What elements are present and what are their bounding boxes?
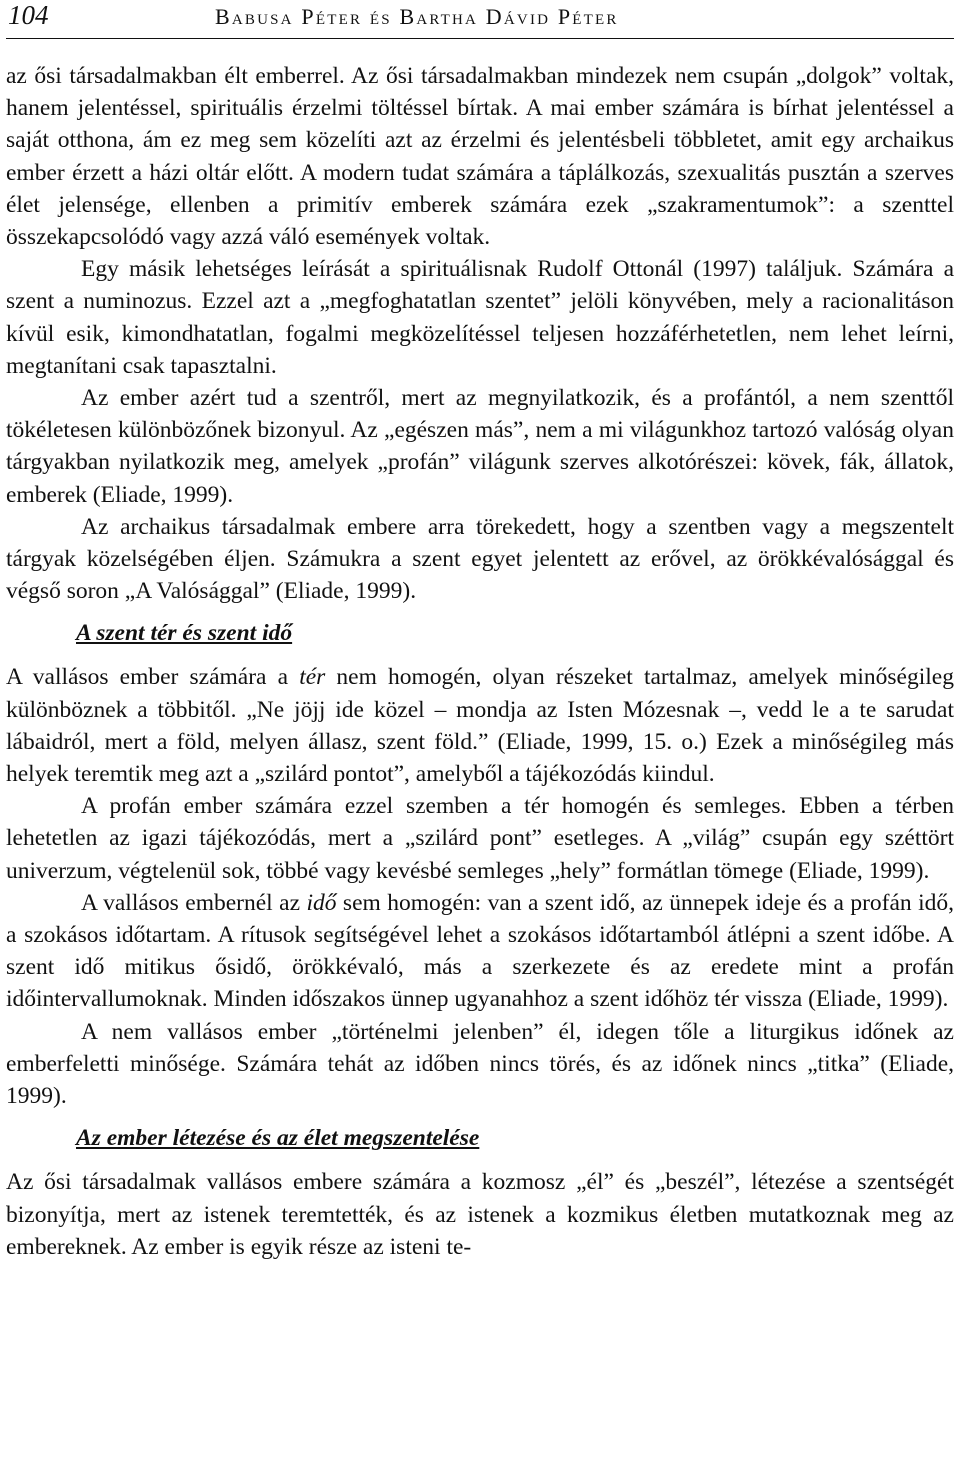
emphasis: idő: [306, 889, 337, 916]
paragraph: A nem vallásos ember „történelmi jelenben” él, idegen tőle a liturgikus időnek az emberfeletti minősége. Számára tehát az időben nincs törés, és az időnek nincs „titka” (Eliade, 1999).: [6, 1018, 954, 1110]
text-run: A vallásos embernél az: [81, 889, 307, 916]
paragraph: Az ősi társadalmak vallásos embere számára a kozmosz „él” és „beszél”, létezése a szentségét bizonyítja, mert az istenek teremtették, és az istenek a kozmikus életben mutatkoznak meg az embereknek. Az ember is egyik része az isteni te-: [6, 1169, 954, 1260]
paragraph: Egy másik lehetséges leírását a spirituálisnak Rudolf Ottonál (1997) találjuk. Számára a szent a numinozus. Ezzel azt a „megfoghatatlan szentet” jelöli könyvében, mely a racionalitáson kívül esik, kimondhatatlan, fogalmi megközelítéssel teljesen hozzáférhetetlen, nem lehet leírni, megtanítani csak tapasztalni.: [6, 256, 954, 379]
text-run: A vallásos ember számára a: [6, 664, 300, 691]
text-run: sem homogén: van a szent idő, az ünnepek ideje és a profán idő, a szokásos időtartam. A rítusok segítségével lehet a szokásos időtartamból átlépni a szent időbe. A szent idő mitikus ősidő, örökkévaló, más a szerkezete és az eredete mint a profán időintervallumoknak. Minden időszakos ünnep ugyanahhoz a szent időhöz tér vissza (Eliade, 1999).: [6, 889, 955, 1013]
paragraph: [6, 661, 954, 790]
header-rule: [6, 38, 954, 39]
page-number: 104: [8, 0, 49, 30]
running-head: Babusa Péter és Bartha Dávid Péter: [215, 4, 619, 29]
paragraph: az ősi társadalmakban élt emberrel. Az ősi társadalmakban mindezek nem csupán „dolgok” voltak, hanem jelentéssel, spirituális érzelmi töltéssel bírtak. A mai ember számára is bírhat jelentéssel a saját otthona, ám ez meg sem közelíti azt az érzelmi és jelentésbeli többletet, amit egy archaikus ember érzett a házi oltár előtt. A modern tudat számára a táplálkozás, szexualitás pusztán a szerves élet jelensége, ellenben a primitív emberek számára ezek „szakramentumok”: a szenttel összekapcsolódó vagy azzá váló események voltak.: [6, 63, 954, 251]
section-heading: A szent tér és szent idő: [76, 620, 293, 647]
paragraph: [6, 887, 954, 1016]
emphasis: tér: [299, 664, 326, 691]
text-run: nem homogén, olyan részeket tartalmaz, amelyek minőségileg különböznek a többitől. „Ne jöjj ide közel – mondja az Isten Mózesnak –, vedd le a te sarudat lábaidról, mert a föld, melyen állasz, szent föld.” (Eliade, 1999, 15. o.) Ezek a minőségileg más helyek teremtik meg azt a „szilárd pontot”, amelyből a tájékozódás kiindul.: [6, 664, 954, 788]
section-heading: Az ember létezése és az élet megszentelése: [76, 1125, 480, 1152]
paragraph: Az ember azért tud a szentről, mert az megnyilatkozik, és a profántól, a nem szenttől tökéletesen különbözőnek bizonyul. Az „egészen más”, nem a mi világunkhoz tartozó valóság olyan tárgyakban nyilatkozik meg, amelyek „profán” világunk szerves alkotórészei: kövek, fák, állatok, emberek (Eliade, 1999).: [6, 385, 954, 508]
page-header: [0, 0, 960, 44]
paragraph: A profán ember számára ezzel szemben a tér homogén és semleges. Ebben a térben lehetetlen az igazi tájékozódás, mert a „szilárd pont” esetleges. A „világ” csupán egy széttört univerzum, végtelenül sok, többé vagy kevésbé semleges „hely” formátlan tömege (Eliade, 1999).: [6, 793, 954, 884]
paragraph: Az archaikus társadalmak embere arra törekedett, hogy a szentben vagy a megszentelt tárgyak közelségében éljen. Számukra a szent egyet jelentett az erővel, az örökkévalósággal és végső soron „A Valósággal” (Eliade, 1999).: [6, 513, 954, 605]
body-text: [6, 60, 954, 1263]
